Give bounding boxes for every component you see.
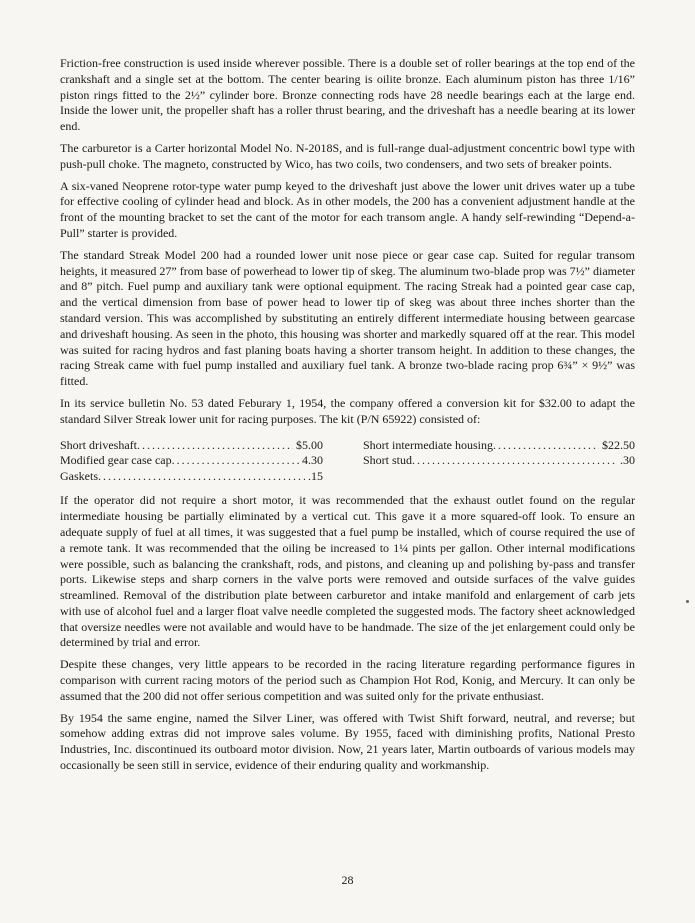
- parts-list: [60, 438, 635, 485]
- part-name: Modified gear case cap: [60, 453, 172, 468]
- parts-list-item: [60, 453, 323, 469]
- part-price: $22.50: [602, 437, 635, 452]
- parts-list-right: [363, 438, 635, 485]
- leader-dots: [412, 453, 617, 469]
- parts-list-left: [60, 438, 323, 485]
- page-number: 28: [341, 873, 354, 887]
- part-name: Short driveshaft: [60, 437, 137, 452]
- paragraph-modifications: If the operator did not require a short motor, it was recommended that the exhaust outlet found on the regular intermediate housing be partially eliminated by a vertical cut. This gave it a more squared-off look. To ensure an adequate supply of fuel at all times, it was suggested that a fuel pump be installed, which of course required the use of a remote tank. It was recommended that the oiling be increased to 1¼ pints per gallon. Other internal modifications were possible, such as balancing the crankshaft, rods, and pistons, and cleaning up and polishing by-pass and transfer ports. Likewise steps and sharp corners in the valve ports were removed and outside surfaces of the valve guides streamlined. Removal of the distribution plate between carburetor and intake manifold and enlargement of carb jets with use of alcohol fuel and a larger float valve needle completed the suggested mods. The factory sheet acknowledged that oversize needles were not available and would have to be handmade. The size of the jet enlargement could only be determined by trial and error.: [60, 493, 635, 650]
- paragraph-service-bulletin: In its service bulletin No. 53 dated Feburary 1, 1954, the company offered a conversion kit for $32.00 to adapt the standard Silver Streak lower unit for racing purposes. The kit (P/N 65922) consisted of:: [60, 395, 635, 426]
- part-name: Short intermediate housing: [363, 437, 493, 452]
- parts-list-item: [363, 453, 635, 469]
- paragraph-standard-streak: The standard Streak Model 200 had a rounded lower unit nose piece or gear case cap. Suited for regular transom heights, it measured 27” from base of powerhead to lower tip of skeg. The aluminum two-blade prop was 7½” diameter and 8” pitch. Fuel pump and auxiliary tank were optional equipment. The racing Streak had a pointed gear case cap, and the vertical dimension from base of power head to lower tip of skeg was about three inches shorter than the standard version. This was accomplished by substituting an entirely different intermediate housing between gearcase and driveshaft housing. As seen in the photo, this housing was shorter and markedly squared off at the rear. This model was suited for racing hydros and fast planing boats having a shorter transom height. In addition to these changes, the racing Streak came with fuel pump installed and auxiliary fuel tank. A bronze two-blade racing prop 6¾” × 9½” was fitted.: [60, 247, 635, 389]
- part-name: Gaskets: [60, 468, 98, 483]
- leader-dots: [493, 438, 599, 454]
- part-price: $5.00: [296, 437, 323, 452]
- part-price: 4.30: [302, 453, 323, 468]
- parts-list-item: [60, 469, 323, 485]
- parts-list-item: [60, 438, 323, 454]
- paragraph-bearings: Friction-free construction is used inside wherever possible. There is a double set of roller bearings at the top end of the crankshaft and a single set at the bottom. The center bearing is oilite bronze. Each aluminum piston has three 1/16” piston rings fitted to the 2½” cylinder bore. Bronze connecting rods have 28 needle bearings each at the large end. Inside the lower unit, the propeller shaft has a roller thrust bearing, and the driveshaft has a needle bearing at its lower end.: [60, 56, 635, 134]
- leader-dots: [137, 438, 293, 454]
- part-price: .30: [620, 453, 635, 468]
- part-name: Short stud: [363, 453, 413, 468]
- paragraph-carburetor: The carburetor is a Carter horizontal Model No. N-2018S, and is full-range dual-adjustment concentric bowl type with push-pull choke. The magneto, constructed by Wico, has two coils, two condensers, and two sets of breaker points.: [60, 140, 635, 171]
- parts-list-item: [363, 438, 635, 454]
- paragraph-silver-liner: By 1954 the same engine, named the Silver Liner, was offered with Twist Shift forward, neutral, and reverse; but somehow adding extras did not improve sales volume. By 1955, faced with diminishing profits, National Presto Industries, Inc. discontinued its outboard motor division. Now, 21 years later, Martin outboards of various models may occasionally be seen still in service, evidence of their enduring quality and workmanship.: [60, 710, 635, 773]
- paragraph-water-pump: A six-vaned Neoprene rotor-type water pump keyed to the driveshaft just above the lower unit drives water up a tube for effective cooling of cylinder head and block. As in other models, the 200 has a convenient adjustment handle at the front of the mounting bracket to set the cant of the motor for each transom angle. A handy self-rewinding “Depend-a-Pull” starter is provided.: [60, 178, 635, 240]
- paragraph-racing-literature: Despite these changes, very little appears to be recorded in the racing literature regarding performance figures in comparison with current racing motors of the period such as Champion Hot Rod, Konig, and Mercury. It can only be assumed that the 200 did not offer serious competition and was suited only for the private enthusiast.: [60, 657, 635, 703]
- page-body: [60, 56, 635, 780]
- leader-dots: [172, 453, 299, 469]
- part-price: .15: [308, 468, 323, 483]
- leader-dots: [98, 469, 305, 485]
- margin-mark: [686, 600, 689, 603]
